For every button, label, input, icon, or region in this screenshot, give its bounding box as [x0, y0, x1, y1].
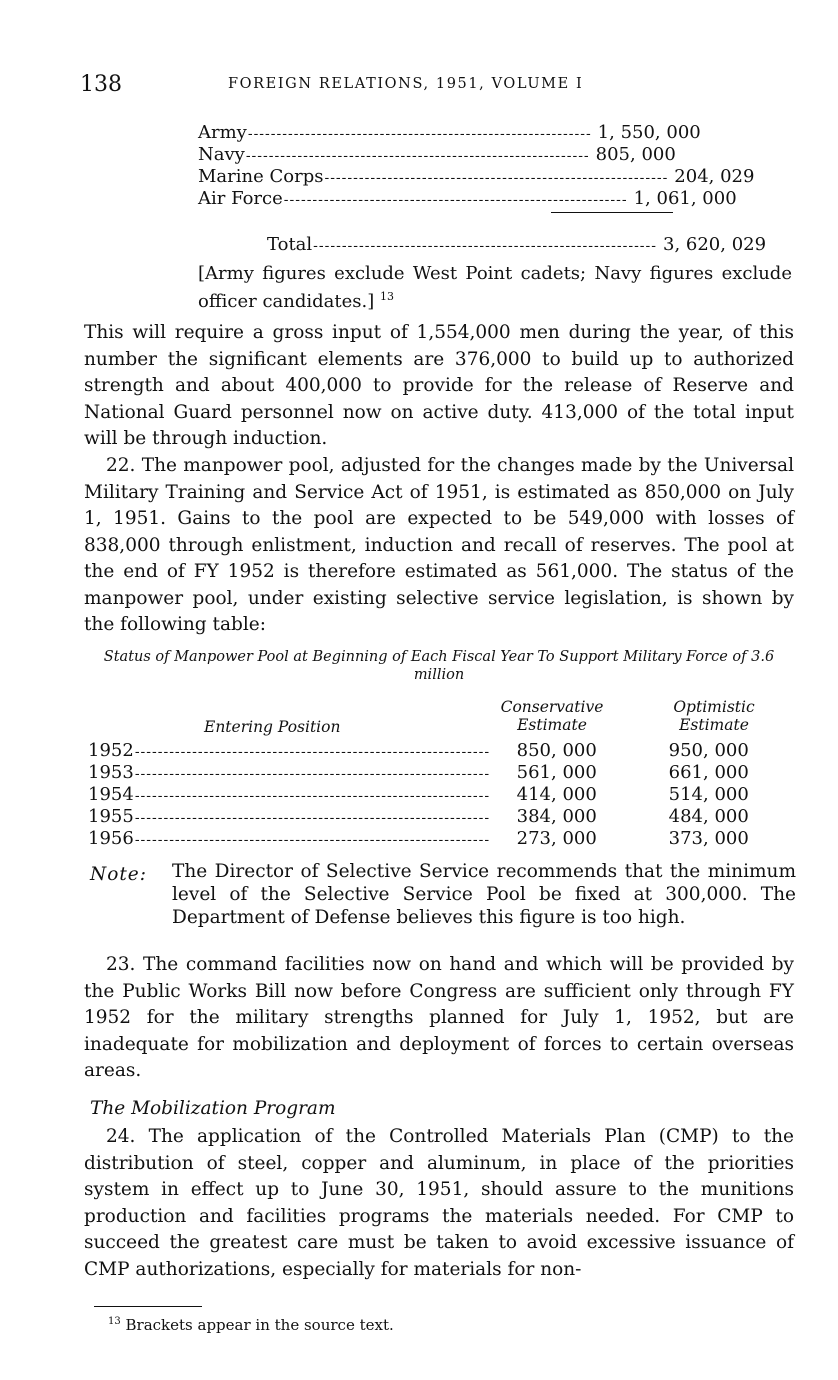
strength-label: Air Force	[198, 188, 283, 209]
footnote-mark: 13	[108, 1316, 121, 1327]
paragraph-24: 24. The application of the Controlled Materials Plan (CMP) to the distribution of steel, copper and aluminum, in place of the priorities system in effect up to June 30, 1951, should assure to the munitions production and facilities programs the materials needed. For CMP to succeed the greatest care must be taken to avoid excessive issuance of CMP authorizations, especially for materials for non-	[84, 1126, 794, 1280]
optimistic-cell: 373, 000	[668, 828, 749, 849]
dot-leader: ------------------------------------------------------------	[283, 192, 628, 208]
optimistic-cell: 950, 000	[668, 740, 749, 761]
dot-leader: --------------------------------------------------------------	[134, 788, 491, 804]
dot-leader: ------------------------------------------------------------	[247, 126, 592, 142]
table-row	[88, 784, 768, 806]
strength-total-row	[267, 234, 767, 256]
year-cell: 1956	[88, 828, 134, 849]
dot-leader: ------------------------------------------------------------	[324, 170, 669, 186]
dot-leader: --------------------------------------------------------------	[134, 766, 491, 782]
optimistic-cell: 484, 000	[668, 806, 749, 827]
table-row	[88, 828, 768, 850]
conservative-cell: 384, 000	[516, 806, 597, 827]
paragraph-23: 23. The command facilities now on hand and which will be provided by the Public Works Bill now before Congress are sufficient only through FY 1952 for the military strengths planned for July 1, 1952, but are inadequate for mobilization and deployment of forces to certain overseas areas.	[84, 954, 794, 1081]
total-rule	[551, 212, 673, 213]
year-cell: 1954	[88, 784, 134, 805]
conservative-cell: 561, 000	[516, 762, 597, 783]
footnote-rule	[94, 1306, 202, 1307]
optimistic-cell: 514, 000	[668, 784, 749, 805]
year-cell: 1953	[88, 762, 134, 783]
paragraph-22: 22. The manpower pool, adjusted for the changes made by the Universal Military Training and Service Act of 1951, is estimated as 850,000 on July 1, 1951. Gains to the pool are expected to be 549,000 with losses of 838,000 through enlistment, induction and recall of reserves. The pool at the end of FY 1952 is therefore estimated as 561,000. The status of the manpower pool, under existing selective service legislation, is shown by the following table:	[84, 455, 794, 635]
optimistic-cell: 661, 000	[668, 762, 749, 783]
col-header-conservative: Conservative Estimate	[500, 698, 604, 734]
conservative-cell: 273, 000	[516, 828, 597, 849]
dot-leader: --------------------------------------------------------------	[134, 744, 491, 760]
strength-label: Navy	[198, 144, 245, 165]
section-heading: The Mobilization Program	[90, 1098, 336, 1119]
strength-label: Marine Corps	[198, 166, 324, 187]
strength-label: Army	[198, 122, 247, 143]
total-label: Total	[267, 234, 313, 255]
strength-value: 1, 550, 000	[597, 122, 701, 143]
total-value: 3, 620, 029	[663, 234, 767, 255]
dot-leader: ------------------------------------------------------------	[245, 148, 590, 164]
col-header-entering: Entering Position	[204, 718, 341, 736]
dot-leader: --------------------------------------------------------------	[134, 810, 491, 826]
paragraph-input: This will require a gross input of 1,554,000 men during the year, of this number the significant elements are 376,000 to build up to authorized strength and about 400,000 to provide for the release of Reserve and National Guard personnel now on active duty. 413,000 of the total input will be through induction.	[84, 322, 794, 449]
bracket-note	[198, 262, 792, 313]
footnote-text: Brackets appear in the source text.	[125, 1316, 394, 1334]
table-row	[88, 806, 768, 828]
table-row	[88, 762, 768, 784]
strength-value: 1, 061, 000	[633, 188, 737, 209]
strength-value: 805, 000	[595, 144, 676, 165]
page-number: 138	[80, 72, 122, 97]
strength-table	[198, 122, 755, 210]
strength-row	[198, 122, 701, 144]
dot-leader: --------------------------------------------------------------	[134, 832, 491, 848]
footnote-ref: 13	[379, 290, 394, 303]
year-cell: 1955	[88, 806, 134, 827]
footnote	[108, 1316, 394, 1334]
table-caption: Status of Manpower Pool at Beginning of Each Fiscal Year To Support Military Force of 3.6 million	[103, 649, 775, 683]
strength-value: 204, 029	[674, 166, 755, 187]
strength-row	[198, 188, 737, 210]
note-label: Note:	[90, 864, 147, 885]
strength-row	[198, 166, 755, 188]
year-cell: 1952	[88, 740, 134, 761]
manpower-table	[88, 740, 768, 850]
bracket-note-text: [Army figures exclude West Point cadets; Navy figures exclude officer candidates.]	[198, 263, 792, 312]
note-text: The Director of Selective Service recommends that the minimum level of the Selective Service Pool be fixed at 300,000. The Department of Defense believes this figure is too high.	[172, 861, 796, 928]
dot-leader: ------------------------------------------------------------	[313, 238, 657, 254]
conservative-cell: 414, 000	[516, 784, 597, 805]
running-title: FOREIGN RELATIONS, 1951, VOLUME I	[228, 76, 584, 92]
conservative-cell: 850, 000	[516, 740, 597, 761]
col-header-optimistic: Optimistic Estimate	[673, 698, 755, 734]
strength-row	[198, 144, 676, 166]
table-row	[88, 740, 768, 762]
